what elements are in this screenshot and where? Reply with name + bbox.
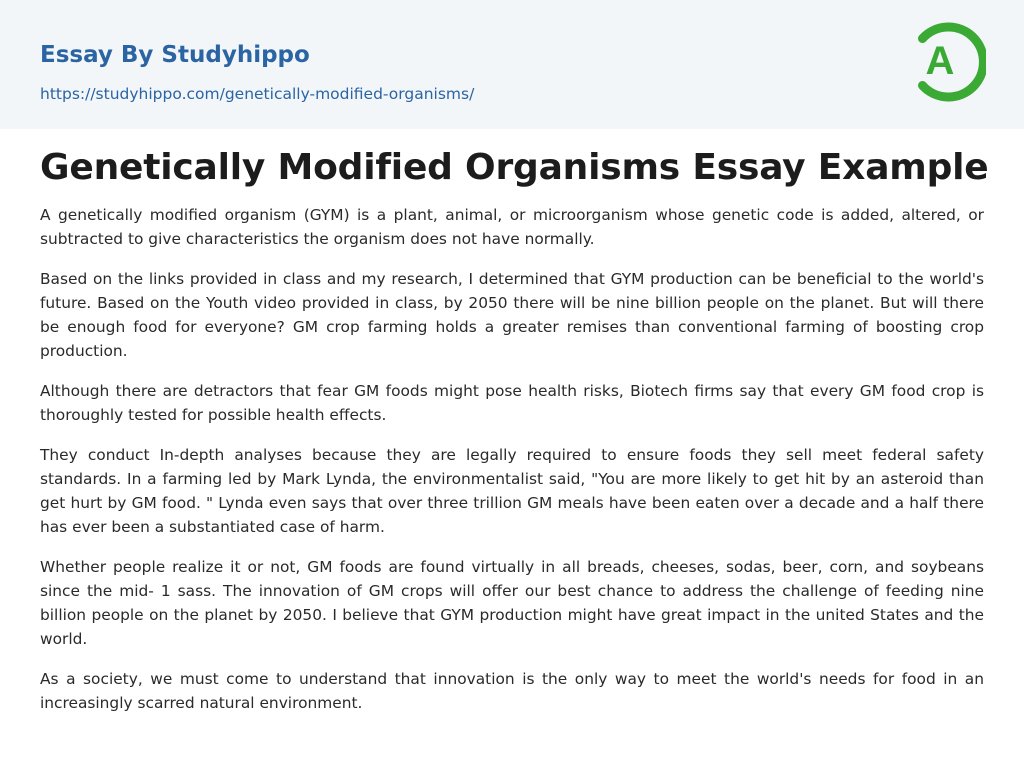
page-title: Genetically Modified Organisms Essay Example bbox=[40, 147, 989, 188]
essay-content bbox=[40, 145, 989, 731]
paragraph-3: Although there are detractors that fear GM foods might pose health risks, Biotech firms say that every GM food crop is thoroughly tested for possible health effects. bbox=[40, 382, 984, 424]
logo-letter: A bbox=[925, 39, 955, 83]
paragraph-5: Whether people realize it or not, GM foods are found virtually in all breads, cheeses, sodas, beer, corn, and soybeans since the mid- 1 sass. The innovation of GM crops will offer our best chance to address the challenge of feeding nine billion people on the planet by 2050. I believe that GYM production might have great impact in the united States and the world. bbox=[40, 558, 984, 648]
paragraph-2: Based on the links provided in class and my research, I determined that GYM production can be beneficial to the world's future. Based on the Youth video provided in class, by 2050 there will be nine billion people on the planet. But will there be enough food for everyone? GM crop farming holds a greater remises than conventional farming of boosting crop production. bbox=[40, 270, 984, 360]
site-header bbox=[0, 0, 1024, 129]
source-url-link[interactable]: https://studyhippo.com/genetically-modified-organisms/ bbox=[40, 85, 475, 103]
studyhippo-logo-icon[interactable] bbox=[912, 19, 986, 105]
paragraph-1: A genetically modified organism (GYM) is a plant, animal, or microorganism whose genetic code is added, altered, or subtracted to give characteristics the organism does not have normally. bbox=[40, 206, 984, 248]
paragraph-4: They conduct In-depth analyses because they are legally required to ensure foods they sell meet federal safety standards. In a farming led by Mark Lynda, the environmentalist said, "You are more likely to get hit by an asteroid than get hurt by GM food. " Lynda even says that over three trillion GM meals have been eaten over a decade and a half there has ever been a substantiated case of harm. bbox=[40, 446, 984, 536]
paragraph-6: As a society, we must come to understand that innovation is the only way to meet the world's needs for food in an increasingly scarred natural environment. bbox=[40, 670, 984, 712]
brand-title[interactable]: Essay By Studyhippo bbox=[40, 42, 310, 68]
